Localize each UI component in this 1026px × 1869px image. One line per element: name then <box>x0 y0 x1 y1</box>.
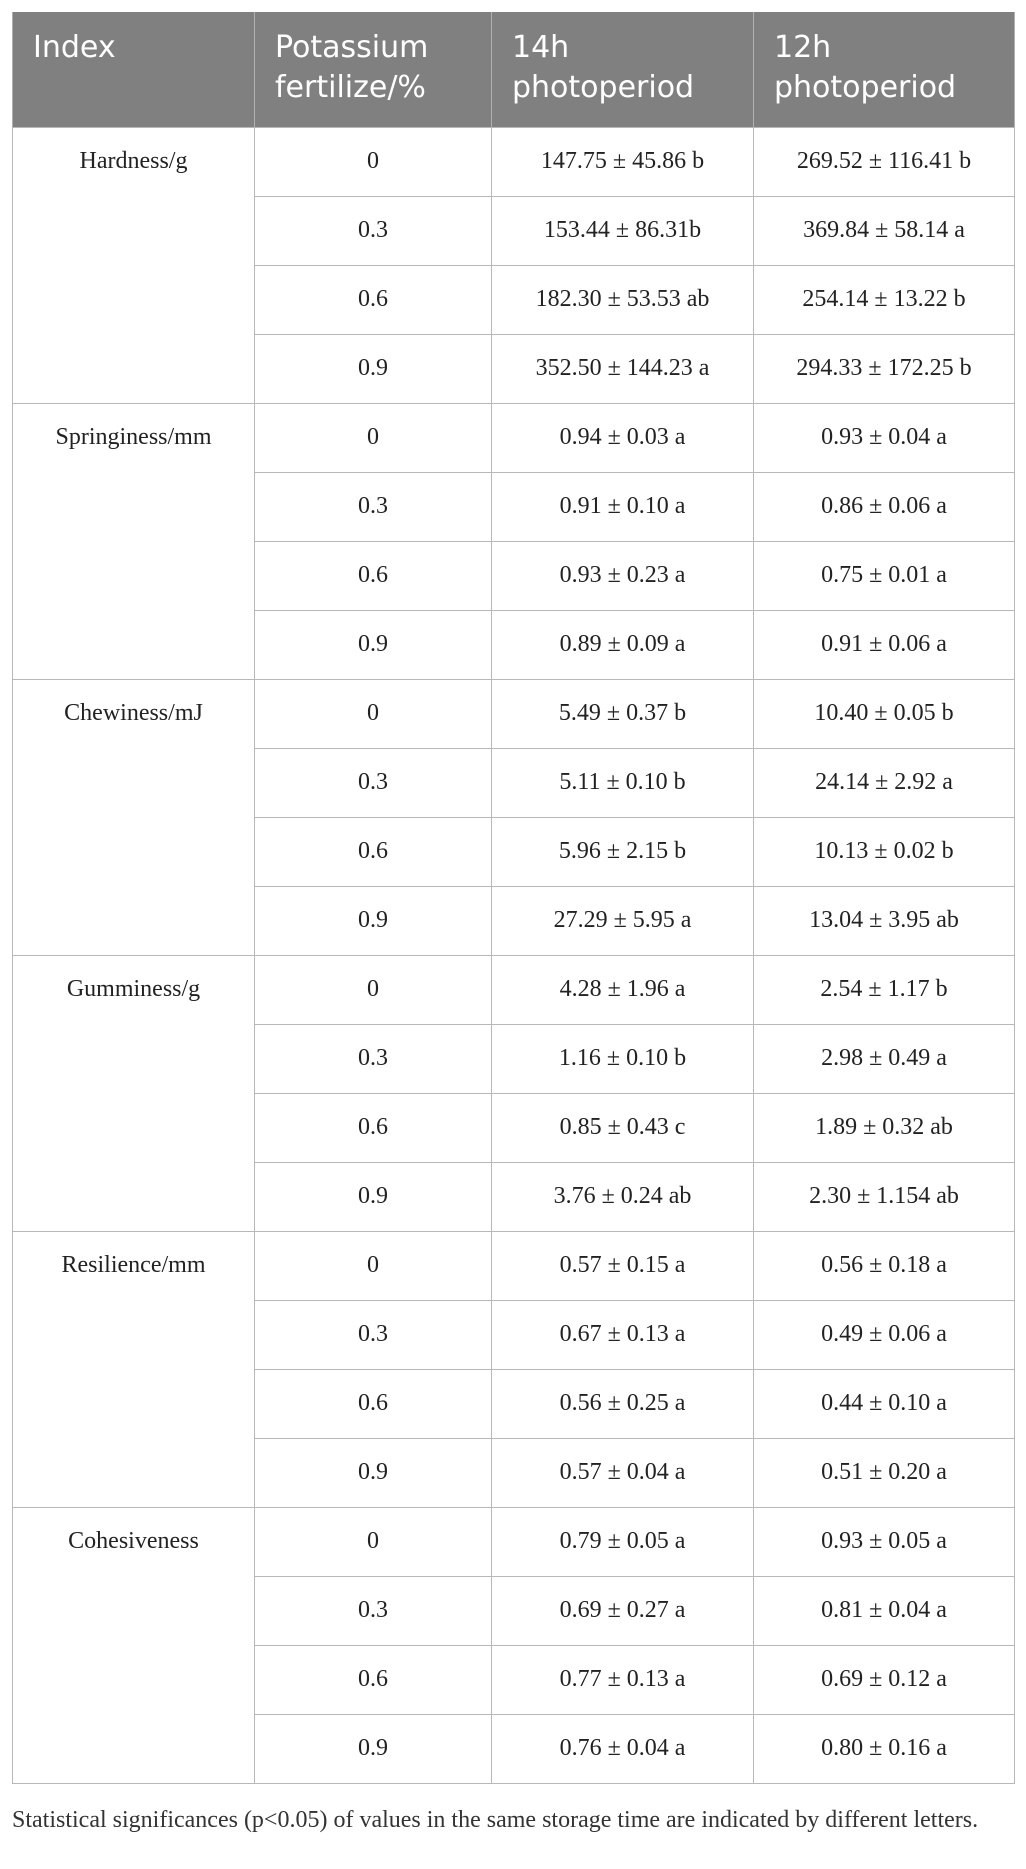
potassium-cell: 0.9 <box>255 1438 492 1507</box>
potassium-cell: 0.9 <box>255 886 492 955</box>
potassium-cell: 0.6 <box>255 265 492 334</box>
index-cell: Hardness/g <box>13 127 255 403</box>
photoperiod-12h-cell: 1.89 ± 0.32 ab <box>754 1093 1015 1162</box>
table-row <box>13 679 1015 748</box>
photoperiod-14h-cell: 3.76 ± 0.24 ab <box>492 1162 754 1231</box>
photoperiod-14h-cell: 0.93 ± 0.23 a <box>492 541 754 610</box>
photoperiod-14h-cell: 153.44 ± 86.31b <box>492 196 754 265</box>
potassium-cell: 0 <box>255 679 492 748</box>
potassium-cell: 0 <box>255 955 492 1024</box>
table-row <box>13 403 1015 472</box>
photoperiod-12h-cell: 269.52 ± 116.41 b <box>754 127 1015 196</box>
photoperiod-12h-cell: 0.51 ± 0.20 a <box>754 1438 1015 1507</box>
photoperiod-12h-cell: 10.13 ± 0.02 b <box>754 817 1015 886</box>
photoperiod-14h-cell: 0.76 ± 0.04 a <box>492 1714 754 1783</box>
table-row <box>13 1231 1015 1300</box>
header-index: Index <box>13 12 255 127</box>
potassium-cell: 0.3 <box>255 748 492 817</box>
potassium-cell: 0.3 <box>255 1024 492 1093</box>
index-cell: Chewiness/mJ <box>13 679 255 955</box>
photoperiod-14h-cell: 0.57 ± 0.04 a <box>492 1438 754 1507</box>
photoperiod-14h-cell: 0.79 ± 0.05 a <box>492 1507 754 1576</box>
photoperiod-12h-cell: 0.49 ± 0.06 a <box>754 1300 1015 1369</box>
photoperiod-12h-cell: 0.56 ± 0.18 a <box>754 1231 1015 1300</box>
photoperiod-12h-cell: 2.54 ± 1.17 b <box>754 955 1015 1024</box>
table-body <box>13 127 1015 1783</box>
photoperiod-12h-cell: 0.75 ± 0.01 a <box>754 541 1015 610</box>
photoperiod-12h-cell: 0.81 ± 0.04 a <box>754 1576 1015 1645</box>
potassium-cell: 0.6 <box>255 1369 492 1438</box>
header-potassium: Potassium fertilize/% <box>255 12 492 127</box>
potassium-cell: 0.3 <box>255 196 492 265</box>
photoperiod-14h-cell: 0.67 ± 0.13 a <box>492 1300 754 1369</box>
photoperiod-12h-cell: 0.93 ± 0.05 a <box>754 1507 1015 1576</box>
photoperiod-14h-cell: 1.16 ± 0.10 b <box>492 1024 754 1093</box>
header-row <box>13 12 1015 127</box>
photoperiod-12h-cell: 254.14 ± 13.22 b <box>754 265 1015 334</box>
potassium-cell: 0.3 <box>255 472 492 541</box>
table-row <box>13 1507 1015 1576</box>
photoperiod-12h-cell: 0.80 ± 0.16 a <box>754 1714 1015 1783</box>
photoperiod-14h-cell: 0.85 ± 0.43 c <box>492 1093 754 1162</box>
potassium-cell: 0 <box>255 1507 492 1576</box>
potassium-cell: 0 <box>255 403 492 472</box>
photoperiod-14h-cell: 0.91 ± 0.10 a <box>492 472 754 541</box>
photoperiod-14h-cell: 0.94 ± 0.03 a <box>492 403 754 472</box>
table-header <box>13 12 1015 127</box>
index-cell: Resilience/mm <box>13 1231 255 1507</box>
photoperiod-12h-cell: 0.91 ± 0.06 a <box>754 610 1015 679</box>
potassium-cell: 0.6 <box>255 1093 492 1162</box>
potassium-cell: 0.3 <box>255 1300 492 1369</box>
potassium-cell: 0.9 <box>255 1714 492 1783</box>
table-row <box>13 955 1015 1024</box>
photoperiod-14h-cell: 0.77 ± 0.13 a <box>492 1645 754 1714</box>
table-footnote: Statistical significances (p<0.05) of values in the same storage time are indicated by different letters. <box>12 1807 979 1833</box>
potassium-cell: 0 <box>255 1231 492 1300</box>
photoperiod-14h-cell: 27.29 ± 5.95 a <box>492 886 754 955</box>
potassium-cell: 0.9 <box>255 1162 492 1231</box>
photoperiod-12h-cell: 10.40 ± 0.05 b <box>754 679 1015 748</box>
potassium-cell: 0.9 <box>255 334 492 403</box>
potassium-cell: 0.6 <box>255 1645 492 1714</box>
photoperiod-14h-cell: 0.56 ± 0.25 a <box>492 1369 754 1438</box>
photoperiod-14h-cell: 5.96 ± 2.15 b <box>492 817 754 886</box>
photoperiod-12h-cell: 13.04 ± 3.95 ab <box>754 886 1015 955</box>
index-cell: Cohesiveness <box>13 1507 255 1783</box>
photoperiod-12h-cell: 0.69 ± 0.12 a <box>754 1645 1015 1714</box>
photoperiod-12h-cell: 24.14 ± 2.92 a <box>754 748 1015 817</box>
photoperiod-12h-cell: 2.30 ± 1.154 ab <box>754 1162 1015 1231</box>
header-14h-photoperiod: 14h photoperiod <box>492 12 754 127</box>
photoperiod-14h-cell: 0.57 ± 0.15 a <box>492 1231 754 1300</box>
photoperiod-12h-cell: 2.98 ± 0.49 a <box>754 1024 1015 1093</box>
table-container <box>12 12 1014 1784</box>
photoperiod-12h-cell: 0.44 ± 0.10 a <box>754 1369 1015 1438</box>
photoperiod-12h-cell: 369.84 ± 58.14 a <box>754 196 1015 265</box>
index-cell: Gumminess/g <box>13 955 255 1231</box>
photoperiod-14h-cell: 5.49 ± 0.37 b <box>492 679 754 748</box>
data-table <box>12 12 1015 1784</box>
photoperiod-12h-cell: 0.93 ± 0.04 a <box>754 403 1015 472</box>
photoperiod-12h-cell: 0.86 ± 0.06 a <box>754 472 1015 541</box>
header-12h-photoperiod: 12h photoperiod <box>754 12 1015 127</box>
photoperiod-14h-cell: 4.28 ± 1.96 a <box>492 955 754 1024</box>
potassium-cell: 0.6 <box>255 541 492 610</box>
potassium-cell: 0.3 <box>255 1576 492 1645</box>
photoperiod-14h-cell: 147.75 ± 45.86 b <box>492 127 754 196</box>
table-row <box>13 127 1015 196</box>
potassium-cell: 0.9 <box>255 610 492 679</box>
photoperiod-14h-cell: 5.11 ± 0.10 b <box>492 748 754 817</box>
potassium-cell: 0 <box>255 127 492 196</box>
photoperiod-14h-cell: 182.30 ± 53.53 ab <box>492 265 754 334</box>
potassium-cell: 0.6 <box>255 817 492 886</box>
photoperiod-14h-cell: 0.69 ± 0.27 a <box>492 1576 754 1645</box>
photoperiod-14h-cell: 0.89 ± 0.09 a <box>492 610 754 679</box>
index-cell: Springiness/mm <box>13 403 255 679</box>
photoperiod-12h-cell: 294.33 ± 172.25 b <box>754 334 1015 403</box>
photoperiod-14h-cell: 352.50 ± 144.23 a <box>492 334 754 403</box>
